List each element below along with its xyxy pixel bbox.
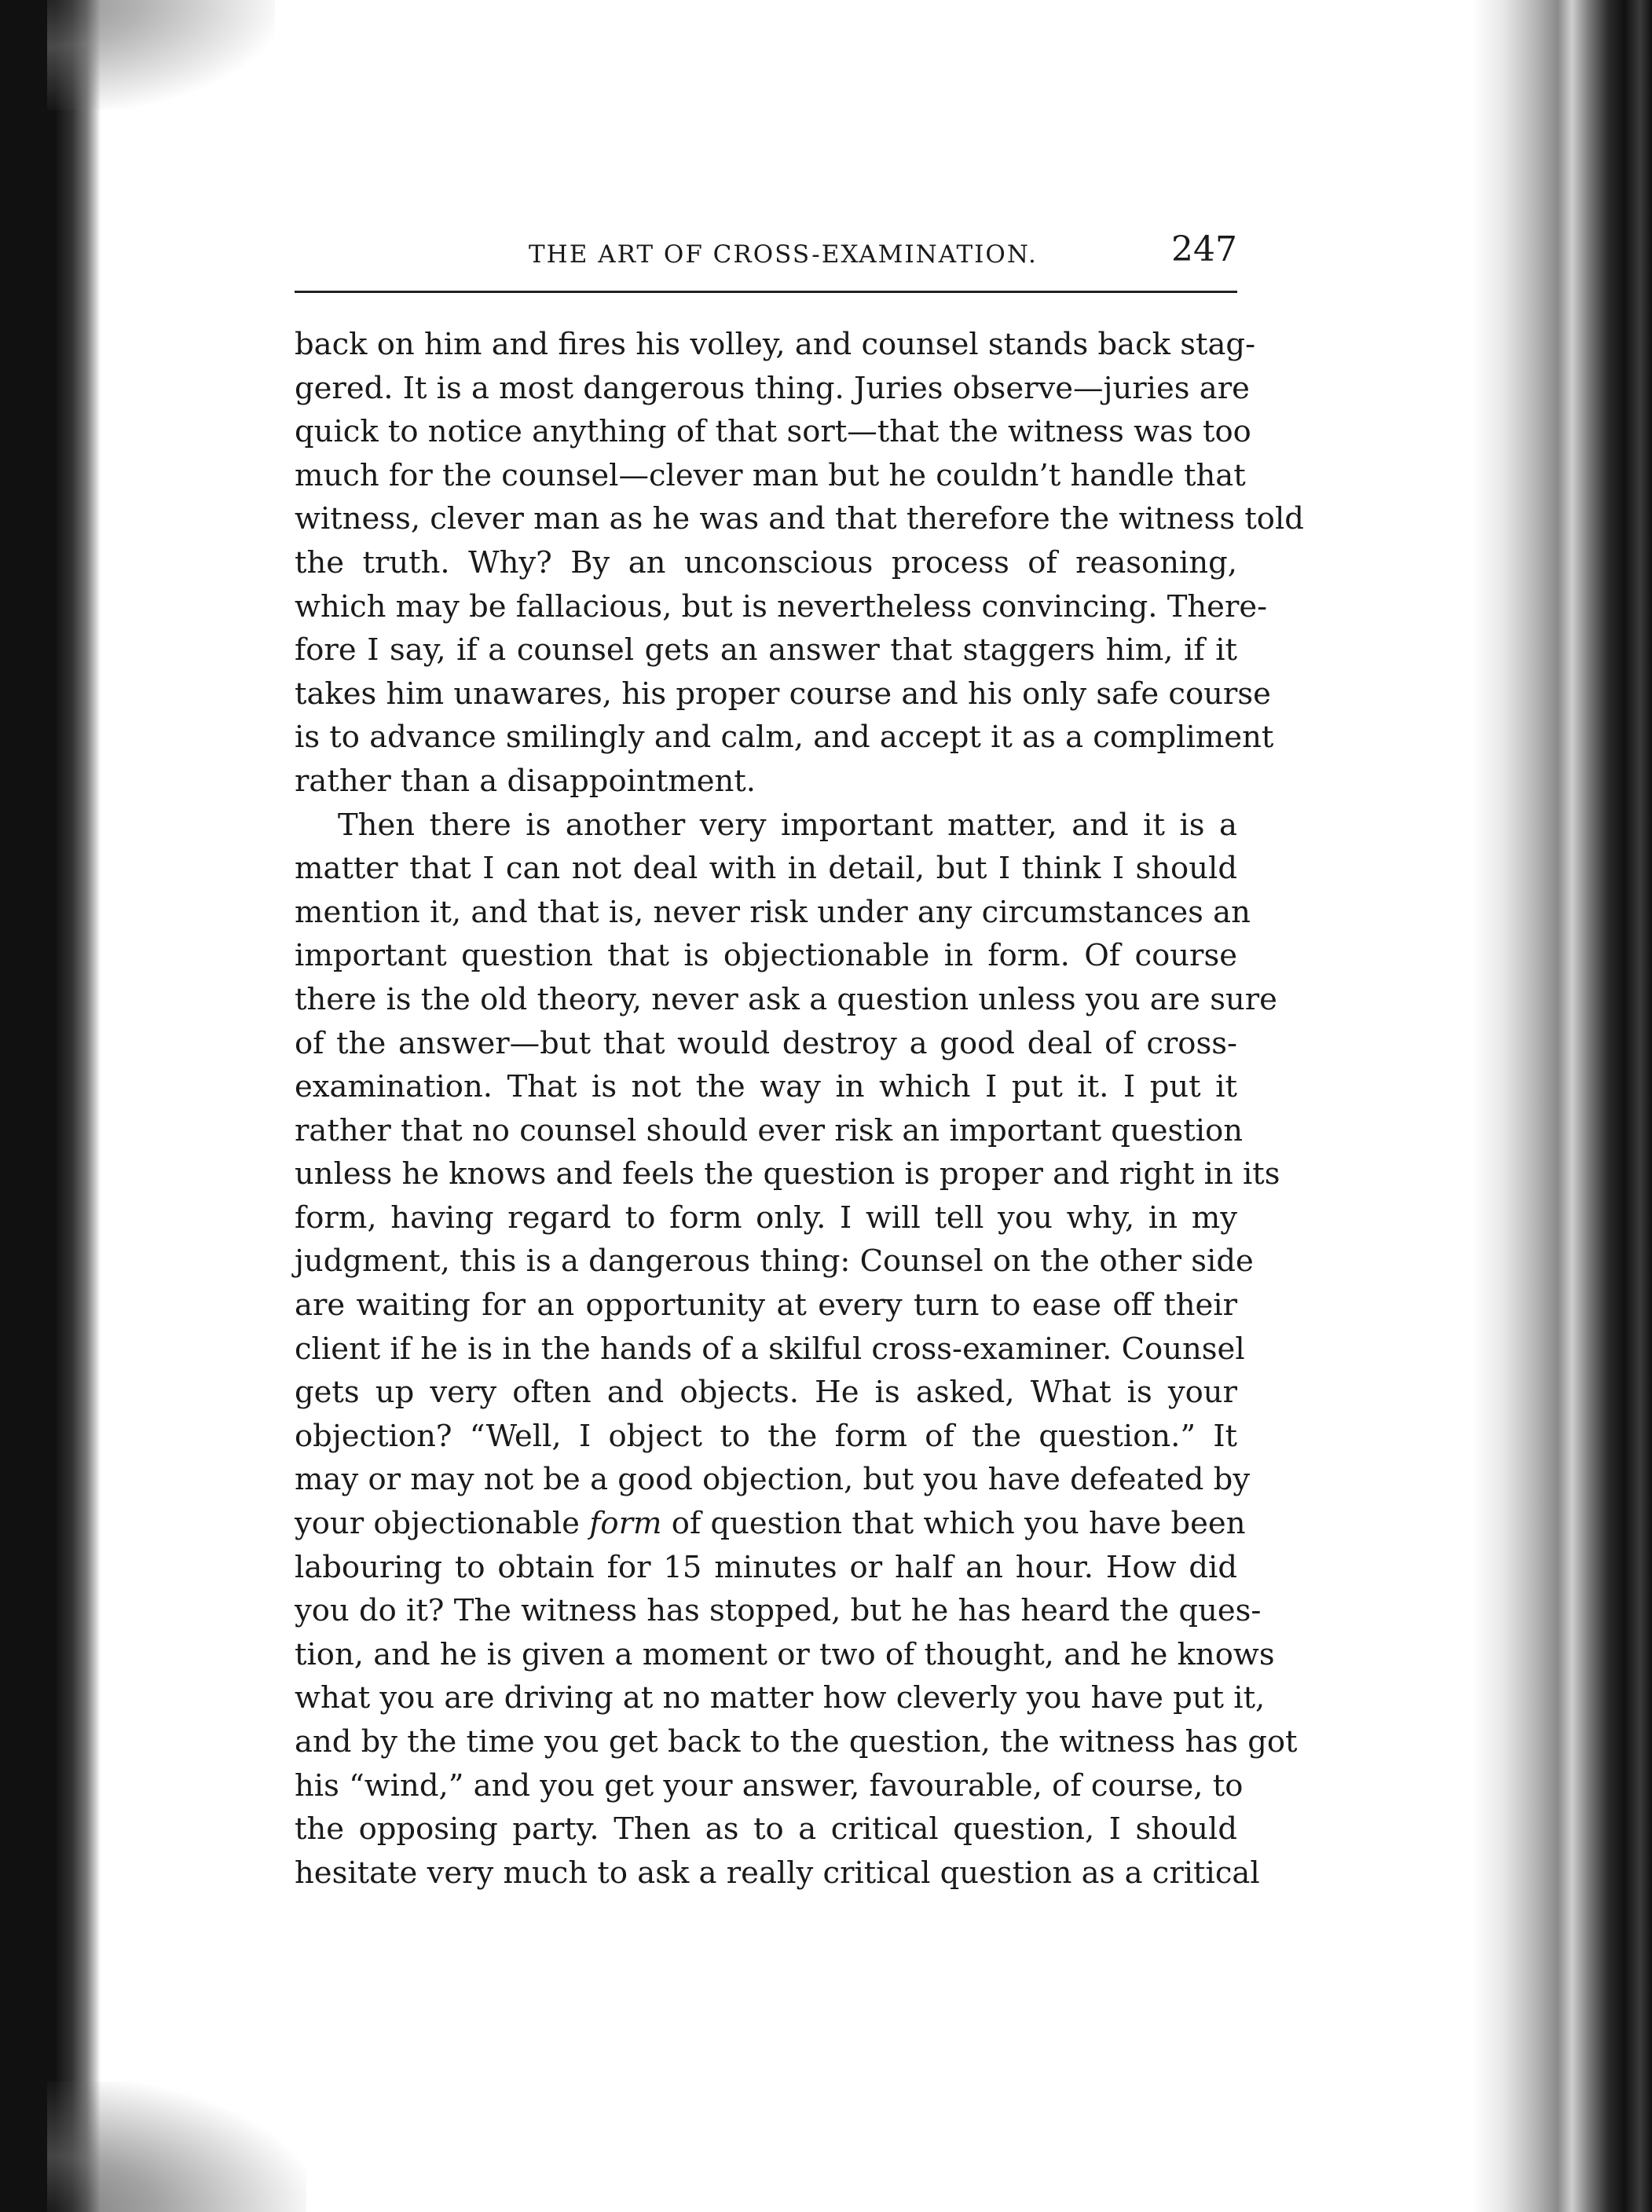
text-line: takes him unawares, his proper course and his only safe course: [295, 676, 1271, 712]
text-segment: your objectionable: [295, 1506, 580, 1542]
text-line: objection? “Well, I object to the form of the question.” It: [295, 1418, 1237, 1454]
header-rule: [295, 291, 1237, 293]
text-line: much for the counsel—clever man but he couldn’t handle that: [295, 457, 1246, 493]
text-line: gets up very often and objects. He is asked, What is your: [295, 1375, 1237, 1411]
text-line: judgment, this is a dangerous thing: Counsel on the other side: [295, 1243, 1254, 1280]
text-line: mention it, and that is, never risk under any circumstances an: [295, 894, 1251, 930]
text-line: rather than a disappointment.: [295, 763, 756, 799]
text-line: rather that no counsel should ever risk an important question: [295, 1112, 1244, 1148]
text-line: form, having regard to form only. I will tell you why, in my: [295, 1199, 1237, 1236]
text-line: which may be fallacious, but is nevertheless convincing. There-: [295, 588, 1268, 624]
text-line: [295, 1502, 1246, 1546]
text-line: matter that I can not deal with in detail, but I think I should: [295, 851, 1237, 887]
text-line: important question that is objectionable in form. Of course: [295, 938, 1237, 974]
text-line: quick to notice anything of that sort—that the witness was too: [295, 414, 1251, 450]
text-line: may or may not be a good objection, but you have defeated by: [295, 1462, 1251, 1498]
text-line: labouring to obtain for 15 minutes or half an hour. How did: [295, 1549, 1237, 1585]
text-line: witness, clever man as he was and that therefore the witness told: [295, 501, 1304, 537]
italic-word: form: [589, 1506, 662, 1542]
text-line: Then there is another very important matter, and it is a: [338, 807, 1237, 843]
text-line: and by the time you get back to the question, the witness has got: [295, 1724, 1298, 1760]
text-line: examination. That is not the way in which I put it. I put it: [295, 1069, 1237, 1105]
text-line: you do it? The witness has stopped, but he has heard the ques-: [295, 1593, 1262, 1629]
text-line: is to advance smilingly and calm, and accept it as a compliment: [295, 720, 1274, 756]
text-line: hesitate very much to ask a really critical question as a critical: [295, 1855, 1260, 1891]
text-line: the truth. Why? By an unconscious process of reasoning,: [295, 544, 1237, 580]
text-segment: of question that which you have been: [671, 1506, 1246, 1542]
page-number: 247: [1171, 229, 1237, 269]
text-line: what you are driving at no matter how cleverly you have put it,: [295, 1680, 1266, 1716]
text-line: client if he is in the hands of a skilful cross-examiner. Counsel: [295, 1331, 1245, 1367]
text-line: his “wind,” and you get your answer, favourable, of course, to: [295, 1767, 1244, 1804]
body-text: [295, 323, 1304, 1895]
text-line: fore I say, if a counsel gets an answer that staggers him, if it: [295, 632, 1237, 668]
text-line: the opposing party. Then as to a critical question, I should: [295, 1811, 1237, 1848]
text-line: of the answer—but that would destroy a good deal of cross-: [295, 1025, 1237, 1061]
text-line: gered. It is a most dangerous thing. Juries observe—juries are: [295, 370, 1250, 406]
running-title: THE ART OF CROSS-EXAMINATION.: [529, 240, 1038, 269]
text-line: are waiting for an opportunity at every turn to ease off their: [295, 1287, 1237, 1324]
text-line: unless he knows and feels the question is proper and right in its: [295, 1156, 1280, 1192]
running-head: [295, 229, 1237, 284]
text-line: back on him and fires his volley, and counsel stands back stag-: [295, 327, 1256, 362]
text-line: tion, and he is given a moment or two of thought, and he knows: [295, 1636, 1275, 1672]
text-line: there is the old theory, never ask a question unless you are sure: [295, 981, 1277, 1017]
